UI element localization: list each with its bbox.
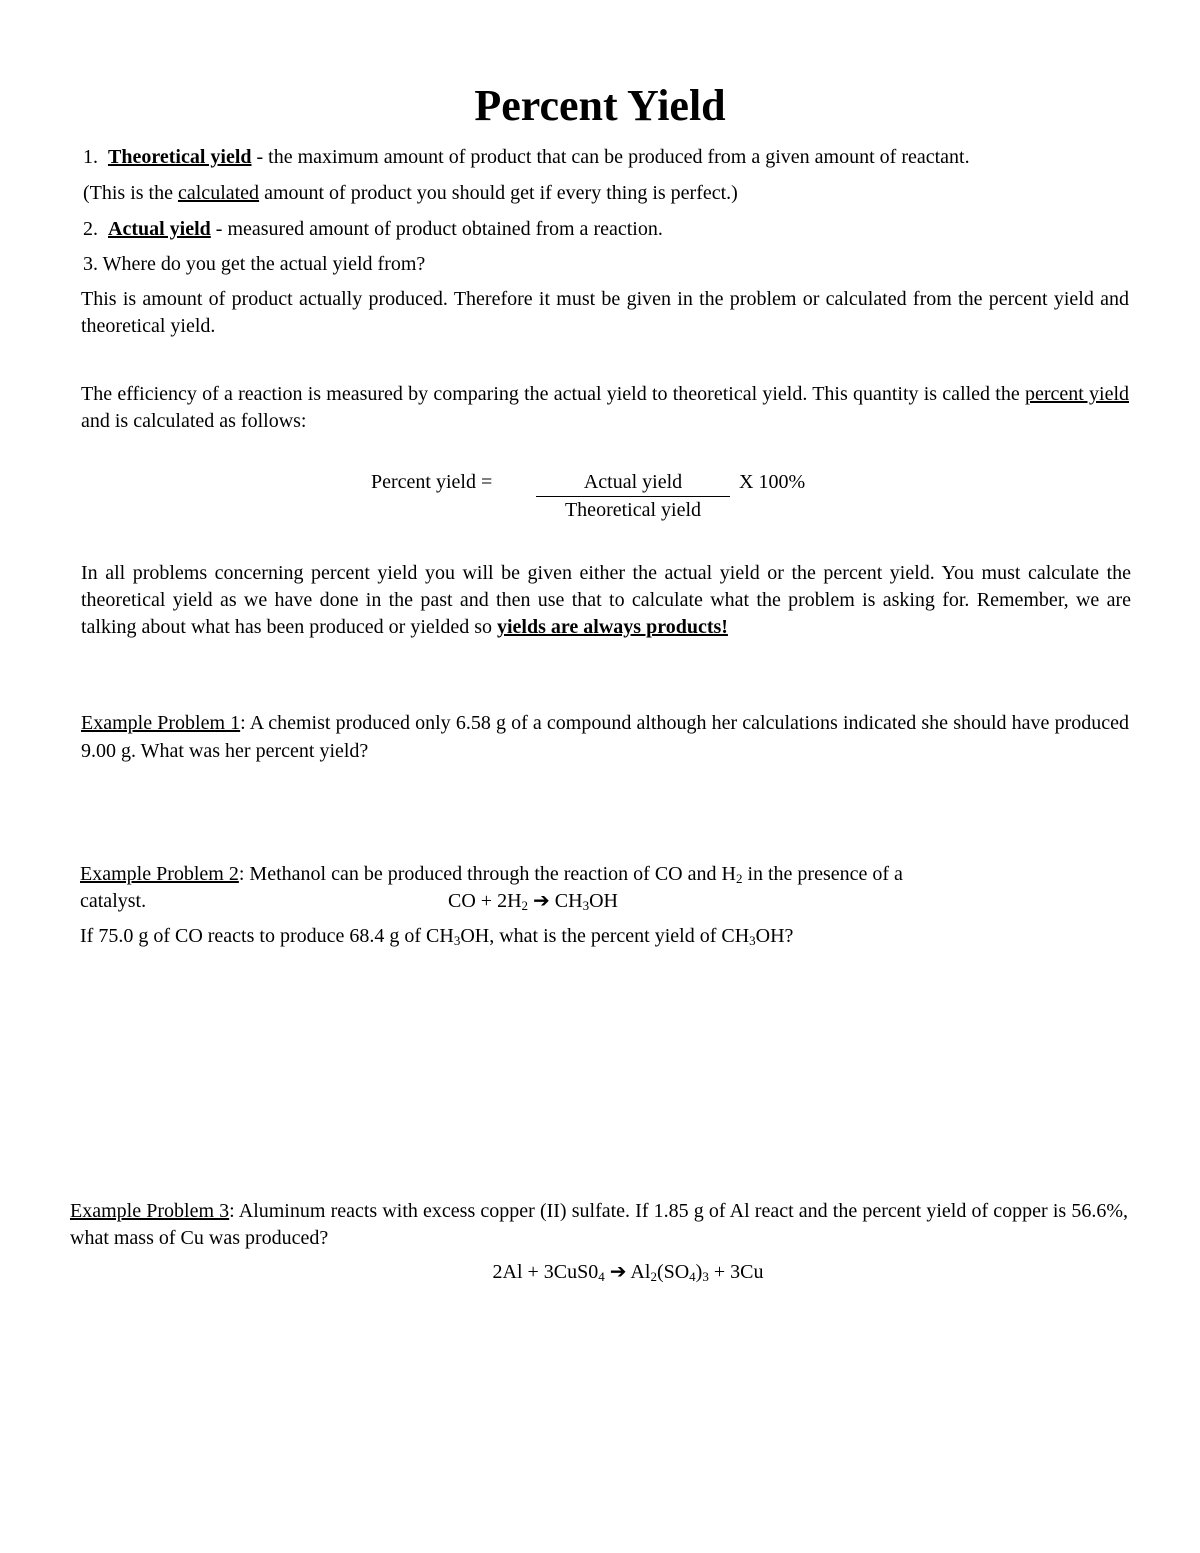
equation-text: + 3Cu [708, 1261, 764, 1283]
example-label: Example Problem 1 [81, 712, 241, 734]
subscript: 2 [735, 871, 743, 886]
page-title: Percent Yield [474, 81, 726, 130]
example-2-question [80, 923, 793, 950]
definition-theoretical-yield [83, 144, 970, 171]
example-label: Example Problem 2 [80, 863, 239, 885]
subscript: 2 [650, 1269, 657, 1284]
subscript: 4 [689, 1269, 696, 1284]
equation-text: (SO [656, 1261, 690, 1283]
equation-text: CH [549, 890, 583, 912]
equation-text: ) [695, 1261, 703, 1283]
emphasis-yields-products: yields are always products! [497, 616, 728, 638]
subscript: 3 [702, 1269, 709, 1284]
subscript: 3 [749, 933, 756, 948]
item-number: 2. [83, 218, 98, 240]
paragraph-text: and is calculated as follows: [81, 410, 307, 432]
formula-numerator: Actual yield [536, 469, 730, 497]
equation-text: Al [626, 1261, 651, 1283]
question-text: If 75.0 g of CO reacts to produce 68.4 g of CH [80, 925, 454, 947]
paragraph-text: The efficiency of a reaction is measured by comparing the actual yield to theoretical yield. This quantity is called the [81, 383, 1025, 405]
example-text: in the presence of a [742, 863, 903, 885]
term-theoretical-yield: Theoretical yield [108, 146, 252, 168]
formula-denominator: Theoretical yield [564, 499, 702, 521]
example-text: : Aluminum reacts with excess copper (II) sulfate. If 1.85 g of Al react and the percent yield of copper is 56.6%, what mass of Cu was produced? [70, 1200, 1129, 1249]
arrow-icon: ➔ [533, 890, 550, 912]
subscript: 3 [453, 933, 461, 948]
efficiency-paragraph [81, 381, 1129, 435]
example-2-catalyst: catalyst. [80, 890, 147, 912]
subscript: 3 [582, 898, 590, 913]
term-actual-yield: Actual yield [108, 218, 211, 240]
equation-text: CO + 2H [448, 890, 522, 912]
question-text: OH, what is the percent yield of CH [460, 925, 750, 947]
underlined-percent-yield: percent yield [1024, 383, 1129, 405]
example-text: : A chemist produced only 6.58 g of a compound although her calculations indicated she should have produced 9.00 g. What was her percent yield? [81, 712, 1129, 762]
equation-text: OH [589, 890, 618, 912]
item-number: 1. [83, 146, 98, 168]
underlined-calculated: calculated [178, 182, 260, 204]
example-text: : Methanol can be produced through the reaction of CO and H [238, 863, 736, 885]
question-text: OH? [755, 925, 794, 947]
methanol-equation [448, 888, 618, 915]
example-problem-2 [80, 861, 1129, 888]
question-3: 3. Where do you get the actual yield from? [83, 253, 426, 275]
formula-multiplier: X 100% [739, 471, 806, 493]
arrow-icon: ➔ [609, 1261, 627, 1283]
equation-text: 2Al + 3CuS0 [492, 1261, 599, 1283]
example-problem-1 [81, 709, 1129, 765]
subscript: 4 [598, 1269, 605, 1284]
note-text: amount of product you should get if every thing is perfect.) [259, 182, 738, 204]
formula-fraction [536, 469, 730, 524]
all-problems-paragraph [81, 560, 1131, 641]
note-calculated [83, 180, 738, 207]
subscript: 2 [521, 898, 529, 913]
formula-lhs: Percent yield = [371, 471, 493, 493]
definition-text: - the maximum amount of product that can be produced from a given amount of reactant. [251, 146, 970, 168]
copper-equation [0, 1259, 1200, 1286]
answer-3: This is amount of product actually produced. Therefore it must be given in the problem or calculated from the percent yield and theoretical yield. [81, 288, 1129, 337]
paragraph-text: In all problems concerning percent yield you will be given either the actual yield or the percent yield. You must calculate the theoretical yield as we have done in the past and then use that to calculate what the problem is asking for. Remember, we are talking about what has been produced or yielded so [81, 562, 1131, 638]
example-label: Example Problem 3 [70, 1200, 230, 1222]
definition-actual-yield [83, 216, 663, 243]
note-text: (This is the [83, 182, 178, 204]
example-problem-3 [70, 1198, 1128, 1252]
definition-text: - measured amount of product obtained from a reaction. [210, 218, 663, 240]
